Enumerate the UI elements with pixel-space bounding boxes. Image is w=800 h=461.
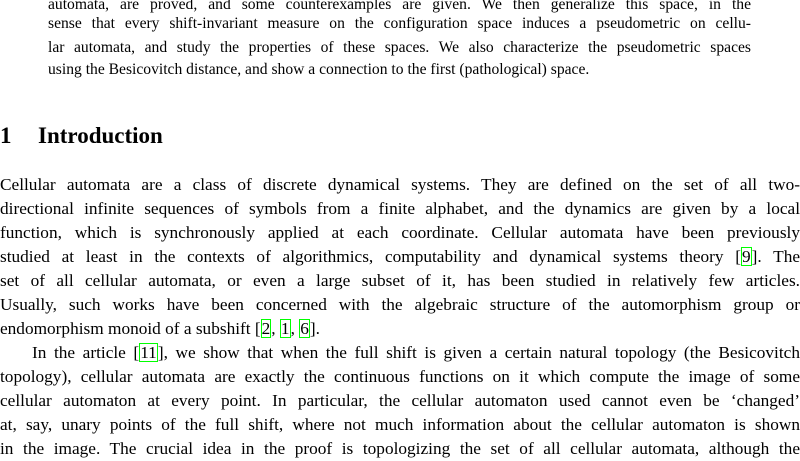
paragraph-line: in the image. The crucial idea in the proof is topologizing the set of all cellular automata, although the	[0, 439, 800, 458]
paragraph-line: cellular automaton at every point. In particular, the cellular automaton used cannot even be ‘changed’	[0, 391, 800, 410]
citation-link[interactable]: 1	[280, 319, 290, 338]
abstract-line: lar automata, and study the properties of these spaces. We also characterize the pseudometric spaces	[48, 39, 751, 56]
text-span: In the article [	[32, 343, 140, 362]
paragraph-line: directional infinite sequences of symbols from a finite alphabet, and the dynamics are given by a local	[0, 199, 800, 218]
paragraph-line	[0, 317, 800, 341]
citation-link[interactable]: 9	[742, 247, 751, 266]
paragraph-line: Cellular automata are a class of discrete dynamical systems. They are defined on the set of all two-	[0, 175, 800, 194]
citation-link[interactable]: 2	[261, 319, 271, 338]
citation-link[interactable]: 11	[140, 343, 157, 362]
section-title: Introduction	[38, 123, 163, 148]
text-span: ], we show that when the full shift is given a certain natural topology (the Besicovitch	[157, 343, 800, 362]
text-span: ]. The	[751, 247, 800, 266]
text-span: ,	[290, 319, 300, 338]
text-span: ,	[271, 319, 280, 338]
section-number: 1	[0, 123, 12, 148]
citation-link[interactable]: 6	[300, 319, 309, 338]
abstract-line: using the Besicovitch distance, and show a connection to the first (pathological) space.	[48, 61, 590, 78]
paragraph-line: at, say, unary points of the full shift, where not much information about the cellular automaton is shown	[0, 415, 800, 434]
text-span: ].	[309, 319, 320, 338]
text-span: endomorphism monoid of a subshift [	[0, 319, 261, 338]
paragraph-line: set of all cellular automata, or even a large subset of it, has been studied in relatively few articles.	[0, 271, 800, 290]
text-span: studied at least in the contexts of algorithmics, computability and dynamical systems theory [	[0, 247, 742, 266]
paragraph-line	[0, 245, 800, 269]
section-heading	[0, 120, 163, 152]
paragraph-line: topology), cellular automata are exactly the continuous functions on it which compute the image of some	[0, 367, 800, 386]
paragraph-line	[32, 341, 800, 365]
abstract-line: automata, are proved, and some counterexamples are given. We then generalize this space, in the	[48, 0, 751, 13]
paragraph-line: Usually, such works have been concerned with the algebraic structure of the automorphism group or	[0, 295, 800, 314]
abstract-line: sense that every shift-invariant measure on the configuration space induces a pseudometric on cellu-	[48, 15, 751, 32]
paragraph-line: function, which is synchronously applied at each coordinate. Cellular automata have been previously	[0, 223, 800, 242]
